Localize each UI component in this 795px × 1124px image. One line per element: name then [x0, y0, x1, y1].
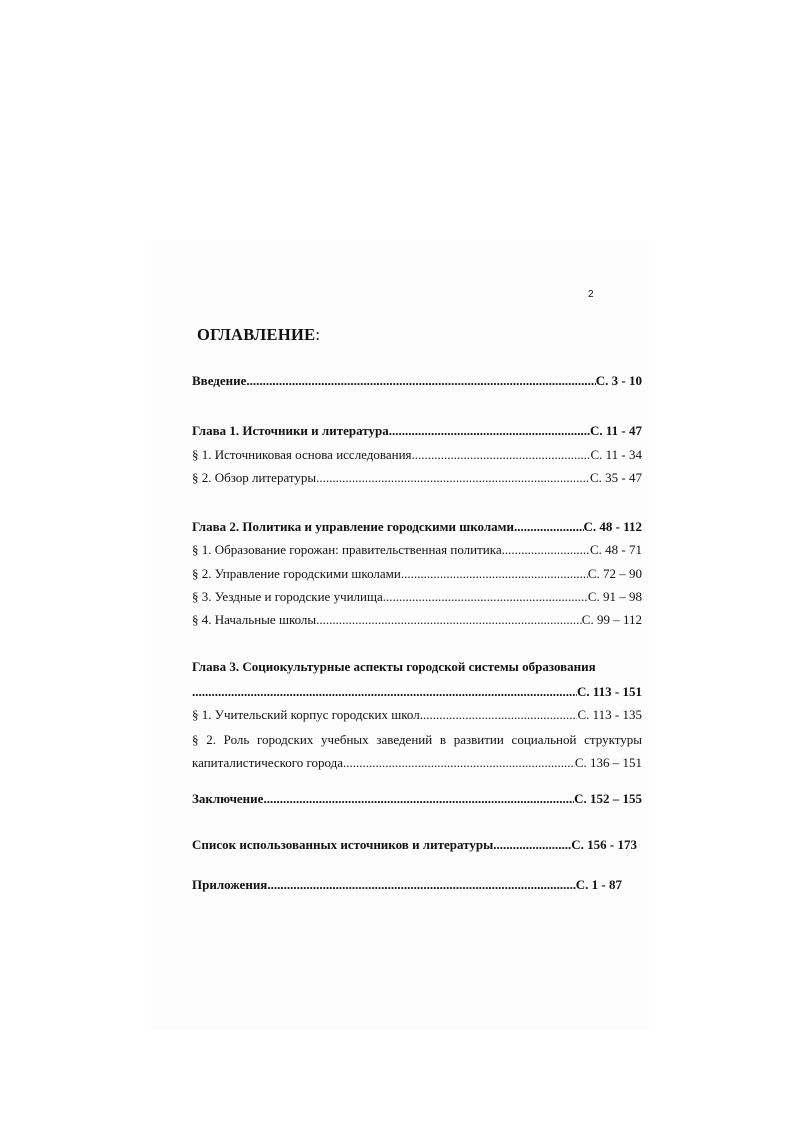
- toc-entry-ch3-s2-cont: [192, 755, 642, 771]
- entry-pages: С. 48 - 112: [583, 519, 642, 534]
- entry-pages: С. 113 - 135: [577, 707, 642, 722]
- dot-leader: [246, 373, 595, 389]
- entry-label: § 2. Обзор литературы: [192, 470, 317, 485]
- dot-leader: [502, 542, 590, 558]
- dot-leader: [319, 612, 581, 628]
- dot-leader: [493, 837, 571, 853]
- entry-pages: С. 3 - 10: [595, 373, 642, 388]
- entry-pages: С. 152 – 155: [574, 791, 642, 806]
- entry-pages: С. 99 – 112: [581, 612, 642, 627]
- dot-leader: [263, 791, 574, 807]
- toc-entry-chapter-2: [192, 519, 642, 535]
- toc-entry-ch3-s2: § 2. Роль городских учебных заведений в развитии социальной структуры: [192, 732, 642, 747]
- toc-entry-ch2-s2: [192, 566, 642, 582]
- page-number: 2: [588, 289, 594, 300]
- entry-label: Список использованных источников и литературы: [192, 837, 494, 852]
- entry-pages: С. 1 - 87: [575, 877, 622, 892]
- dot-leader: [192, 684, 577, 700]
- entry-pages: С. 11 - 34: [590, 447, 642, 462]
- dot-leader: [514, 519, 583, 535]
- toc-entry-ch2-s3: [192, 589, 642, 605]
- entry-label: Глава 3. Социокультурные аспекты городской системы образования: [192, 659, 596, 674]
- dot-leader: [401, 566, 588, 582]
- toc-entry-ch3-s1: [192, 707, 642, 723]
- document-page: [150, 240, 650, 1030]
- toc-entry-bibliography: [192, 837, 637, 853]
- toc-entry-ch2-s4: [192, 612, 642, 628]
- entry-label: § 2. Управление городскими школами: [192, 566, 401, 581]
- toc-entry-introduction: [192, 373, 642, 389]
- entry-pages: С. 11 - 47: [590, 423, 642, 438]
- entry-label: Заключение: [192, 791, 264, 806]
- toc-entry-chapter-1: [192, 423, 642, 439]
- toc-entry-appendices: [192, 877, 622, 893]
- entry-pages: С. 72 – 90: [587, 566, 642, 581]
- entry-pages: С. 156 - 173: [571, 837, 637, 852]
- toc-entry-ch1-s2: [192, 470, 642, 486]
- toc-entry-ch1-s1: [192, 447, 642, 463]
- entry-label: Глава 2. Политика и управление городскими школами: [192, 519, 515, 534]
- dot-leader: [316, 470, 590, 486]
- entry-pages: С. 48 - 71: [590, 542, 642, 557]
- toc-title-colon: :: [315, 325, 321, 344]
- entry-label: Введение: [192, 373, 247, 388]
- entry-label: § 1. Источниковая основа исследования: [192, 447, 412, 462]
- toc-entry-ch2-s1: [192, 542, 642, 558]
- entry-label: капиталистического города: [192, 755, 344, 770]
- toc-entry-chapter-3: [192, 659, 642, 675]
- entry-pages: С. 113 - 151: [577, 684, 642, 699]
- dot-leader: [383, 589, 588, 605]
- entry-label: § 3. Уездные и городские училища: [192, 589, 383, 604]
- dot-leader: [420, 707, 578, 723]
- entry-label: § 1. Образование горожан: правительственная политика: [192, 542, 502, 557]
- entry-label: § 1. Учительский корпус городских школ: [192, 707, 420, 722]
- entry-pages: С. 91 – 98: [587, 589, 642, 604]
- dot-leader: [412, 447, 591, 463]
- entry-label: Приложения: [192, 877, 268, 892]
- toc-title-text: ОГЛАВЛЕНИЕ: [197, 325, 316, 344]
- entry-label: § 4. Начальные школы.: [192, 612, 320, 627]
- dot-leader: [389, 423, 590, 439]
- entry-pages: С. 35 - 47: [590, 470, 642, 485]
- dot-leader: [267, 877, 575, 893]
- entry-pages: С. 136 – 151: [574, 755, 642, 770]
- toc-entry-conclusion: [192, 791, 642, 807]
- dot-leader: [343, 755, 575, 771]
- toc-title: [197, 325, 320, 345]
- entry-label: Глава 1. Источники и литература: [192, 423, 389, 438]
- toc-entry-chapter-3-pages: [192, 684, 642, 700]
